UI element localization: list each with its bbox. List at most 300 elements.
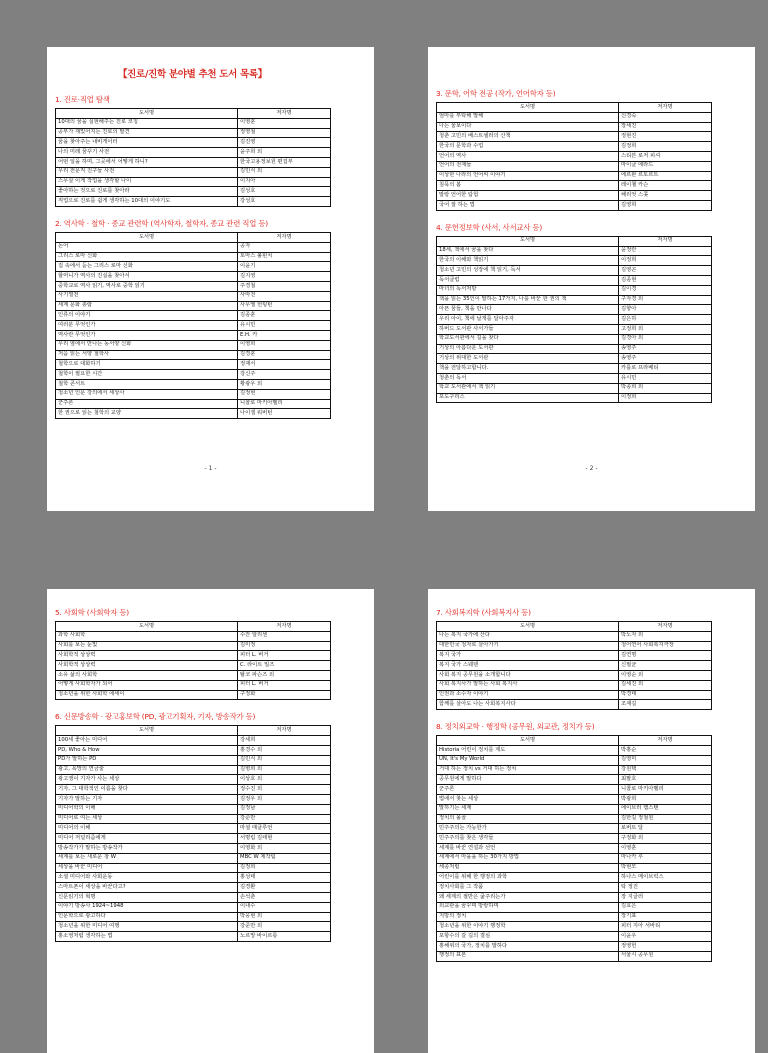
- table-row: [56, 197, 331, 207]
- author-cell: 김영희: [619, 200, 712, 210]
- book-title-cell: 하버드 도서관 사서가들: [437, 324, 619, 334]
- book-title-cell: 책을 읽는 35인이 말하는 17가지, 나를 바꾼 한 권의 책: [437, 295, 619, 305]
- table-row: [437, 393, 712, 403]
- book-title-cell: 어린이를 위해 한 행정의 과학: [437, 873, 619, 883]
- book-title-cell: 꿈을 찾아주는 내비게이터: [56, 138, 238, 148]
- author-cell: 박광희: [619, 794, 712, 804]
- table-row: [56, 360, 331, 370]
- book-title-cell: 말랑 언어한 탐험: [437, 191, 619, 201]
- book-title-cell: 10대의 꿈을 실현해주는 진로 코칭: [56, 118, 238, 128]
- column-header-title: 도서명: [56, 622, 238, 632]
- table-row: [56, 853, 331, 863]
- book-title-cell: 직업으로 진로를 쉽게 생각하는 10대의 이야기도: [56, 197, 238, 207]
- table-row: [56, 775, 331, 785]
- author-cell: 강준만: [238, 814, 331, 824]
- book-title-cell: 기자가 말하는 기자: [56, 794, 238, 804]
- table-row: [56, 755, 331, 765]
- table-row: [437, 383, 712, 393]
- book-title-cell: 세계를 보는 새로운 창 W: [56, 853, 238, 863]
- table-row: [56, 177, 331, 187]
- table-row: [56, 690, 331, 700]
- book-title-cell: 학교도서관에서 길을 찾다: [437, 334, 619, 344]
- table-row: [56, 272, 331, 282]
- table-row: [437, 661, 712, 671]
- book-title-cell: 홍소영처럼 생각하는 법: [56, 932, 238, 942]
- table-row: [437, 122, 712, 132]
- book-title-cell: 나의 미래 꿈꾸기 사전: [56, 148, 238, 158]
- column-header-author: 저자명: [238, 232, 331, 242]
- author-cell: 강성호: [238, 197, 331, 207]
- author-cell: 김한길 정철원: [619, 814, 712, 824]
- table-row: [56, 863, 331, 873]
- table-row: [56, 167, 331, 177]
- table-row: [437, 794, 712, 804]
- author-cell: 송영주: [619, 354, 712, 364]
- table-row: [437, 151, 712, 161]
- book-title-cell: 신문읽기의 혁명: [56, 892, 238, 902]
- table-row: [437, 334, 712, 344]
- author-cell: 구정화 외: [619, 834, 712, 844]
- book-title-cell: 인권과 소수자 이야기: [437, 690, 619, 700]
- table-row: [437, 324, 712, 334]
- author-cell: 김성호: [238, 187, 331, 197]
- table-row: [56, 804, 331, 814]
- author-cell: 장 지글러: [619, 892, 712, 902]
- document-page-3: [47, 589, 374, 1053]
- section-heading: 8. 정치외교학 · 행정학 (공무원, 외교관, 정치가 등): [436, 722, 595, 732]
- table-header-row: [437, 236, 712, 246]
- book-title-cell: Historia 어린이 정치를 제도: [437, 745, 619, 755]
- author-cell: 유시민: [619, 373, 712, 383]
- book-title-cell: 한국의 문학과 수업: [437, 142, 619, 152]
- author-cell: 서명림 김태현: [238, 834, 331, 844]
- book-title-cell: 방송작가가 말하는 방송작가: [56, 843, 238, 853]
- table-row: [56, 128, 331, 138]
- table-row: [56, 118, 331, 128]
- book-title-cell: 말하기는 세계: [437, 804, 619, 814]
- column-header-title: 도서명: [437, 103, 619, 113]
- author-cell: 김세진 외: [619, 680, 712, 690]
- author-cell: 김영곤: [619, 266, 712, 276]
- author-cell: 탈코 파슨즈 외: [238, 670, 331, 680]
- table-row: [56, 785, 331, 795]
- table-row: [437, 775, 712, 785]
- book-title-cell: 홍해위의 국가, 정치를 말하다: [437, 941, 619, 951]
- table-row: [56, 651, 331, 661]
- book-title-cell: 소유 삶의 사회학: [56, 670, 238, 680]
- book-title-cell: 세계에서 마을을 하는 30가지 방법: [437, 853, 619, 863]
- column-header-author: 저자명: [619, 103, 712, 113]
- author-cell: 김진영: [238, 138, 331, 148]
- book-table: [436, 735, 712, 961]
- book-title-cell: 엄마를 부탁해 말해: [437, 112, 619, 122]
- table-row: [437, 755, 712, 765]
- table-row: [437, 191, 712, 201]
- table-row: [437, 142, 712, 152]
- author-cell: 조재길: [619, 700, 712, 710]
- book-title-cell: 공부가 재밌어지는 진로의 발견: [56, 128, 238, 138]
- book-title-cell: 공무원에게 말하다: [437, 775, 619, 785]
- table-row: [437, 834, 712, 844]
- table-row: [56, 883, 331, 893]
- author-cell: 장세진: [619, 122, 712, 132]
- author-cell: 서울시 공무원: [619, 951, 712, 961]
- table-header-row: [56, 109, 331, 119]
- table-row: [437, 631, 712, 641]
- author-cell: 최팔호: [619, 775, 712, 785]
- table-row: [56, 745, 331, 755]
- book-title-cell: 집 속에서 듣는 그리스 로마 신화: [56, 262, 238, 272]
- table-row: [56, 873, 331, 883]
- table-row: [437, 690, 712, 700]
- table-row: [56, 389, 331, 399]
- book-title-cell: 100세 좋아는 미디어: [56, 736, 238, 746]
- table-header-row: [56, 726, 331, 736]
- book-title-cell: 사회 복지 공무원을 소개합니다: [437, 670, 619, 680]
- book-title-cell: 어떻게 사회학자가 되어: [56, 680, 238, 690]
- book-title-cell: 법에서 찾는 세상: [437, 794, 619, 804]
- author-cell: 김정희: [238, 863, 331, 873]
- table-row: [437, 641, 712, 651]
- author-cell: 박종희 외: [619, 383, 712, 393]
- table-row: [56, 157, 331, 167]
- table-row: [56, 399, 331, 409]
- author-cell: 사마천: [238, 291, 331, 301]
- book-title-cell: 왜 세계의 절반은 굶주리는가: [437, 892, 619, 902]
- book-title-cell: 할머니가 역사의 진실을 찾아서: [56, 272, 238, 282]
- book-title-cell: 복지 국가: [437, 651, 619, 661]
- author-cell: 정영헌: [619, 941, 712, 951]
- table-row: [437, 132, 712, 142]
- book-title-cell: 미디어로 여는 세상: [56, 814, 238, 824]
- table-row: [437, 305, 712, 315]
- document-title: 【진로/진학 분야별 추천 도서 목록】: [117, 69, 267, 80]
- table-row: [437, 941, 712, 951]
- table-row: [437, 112, 712, 122]
- book-table: [436, 102, 712, 211]
- table-row: [437, 266, 712, 276]
- author-cell: 송영주: [619, 344, 712, 354]
- table-row: [56, 670, 331, 680]
- table-row: [56, 301, 331, 311]
- book-title-cell: 세계를 바꾼 연설과 선언: [437, 843, 619, 853]
- table-row: [56, 262, 331, 272]
- book-title-cell: 정치사회를 그 작품: [437, 883, 619, 893]
- book-title-cell: 인문학으로 광고하다: [56, 912, 238, 922]
- book-title-cell: 처음 읽는 서양 철학사: [56, 350, 238, 360]
- table-row: [56, 148, 331, 158]
- section-heading: 3. 문학, 어학 전공 (작가, 언어학자 등): [436, 89, 556, 98]
- book-title-cell: 미디어의 이해: [56, 824, 238, 834]
- column-header-author: 저자명: [619, 736, 712, 746]
- author-cell: 카를로 프라베티: [619, 364, 712, 374]
- author-cell: 손석춘: [238, 892, 331, 902]
- table-row: [437, 824, 712, 834]
- table-row: [437, 364, 712, 374]
- author-cell: 박경태: [619, 690, 712, 700]
- table-row: [437, 275, 712, 285]
- table-row: [437, 200, 712, 210]
- book-table: [55, 621, 331, 700]
- author-cell: 김정희: [619, 142, 712, 152]
- author-cell: 김은하: [619, 315, 712, 325]
- author-cell: 김미정: [238, 641, 331, 651]
- book-title-cell: 청소년 고민의 성장에 책 읽기, 독서: [437, 266, 619, 276]
- table-row: [437, 765, 712, 775]
- book-title-cell: 우리 아이, 책에 날개를 달아주자: [437, 315, 619, 325]
- table-row: [437, 843, 712, 853]
- book-title-cell: PD가 말하는 PD: [56, 755, 238, 765]
- document-page-4: [428, 589, 755, 1053]
- author-cell: 해리엇 스콧: [619, 191, 712, 201]
- author-cell: 홍경수 외: [238, 745, 331, 755]
- table-row: [56, 350, 331, 360]
- author-cell: 이윤우: [619, 932, 712, 942]
- author-cell: 고정희 외: [619, 324, 712, 334]
- book-title-cell: 군주론: [56, 399, 238, 409]
- table-header-row: [437, 622, 712, 632]
- author-cell: 정수진 외: [238, 785, 331, 795]
- table-row: [437, 295, 712, 305]
- author-cell: 박현모: [619, 863, 712, 873]
- book-title-cell: UN, It's My World: [437, 755, 619, 765]
- author-cell: 장기표: [619, 912, 712, 922]
- author-cell: 김민식 외: [238, 167, 331, 177]
- book-title-cell: 침묵의 봄: [437, 181, 619, 191]
- book-title-cell: 민주주의를 찾은 생각들: [437, 834, 619, 844]
- author-cell: 강세희: [238, 736, 331, 746]
- book-title-cell: 중학교로 역사 읽기, 역사로 중학 읽기: [56, 281, 238, 291]
- table-row: [56, 311, 331, 321]
- author-cell: 피터 지아 서바티: [619, 922, 712, 932]
- book-title-cell: 한국의 이해와 책읽기: [437, 256, 619, 266]
- book-table: [55, 232, 331, 419]
- author-cell: 강원택: [619, 765, 712, 775]
- table-row: [56, 409, 331, 419]
- book-title-cell: 이상한 나라의 언어씨 이야기: [437, 171, 619, 181]
- book-table: [436, 621, 712, 710]
- book-title-cell: 우리 전문직 친구들 사전: [56, 167, 238, 177]
- table-row: [56, 379, 331, 389]
- table-row: [56, 187, 331, 197]
- book-title-cell: 기상의 아름다운 도서관: [437, 344, 619, 354]
- book-title-cell: 기상의 위대한 도서관: [437, 354, 619, 364]
- section-heading: 5. 사회학 (사회학자 등): [55, 608, 129, 617]
- book-title-cell: 청소년을 위한 이야기 행정학: [437, 922, 619, 932]
- author-cell: 이상호 외: [238, 775, 331, 785]
- table-header-row: [56, 232, 331, 242]
- author-cell: 김경아 외: [619, 334, 712, 344]
- table-row: [437, 892, 712, 902]
- table-row: [437, 951, 712, 961]
- book-title-cell: 행정의 표본: [437, 951, 619, 961]
- author-cell: 김민식 외: [238, 755, 331, 765]
- author-cell: C. 라이트 밀즈: [238, 661, 331, 671]
- author-cell: 김경훈: [238, 350, 331, 360]
- book-title-cell: 역사란 무엇인가: [56, 330, 238, 340]
- table-row: [437, 161, 712, 171]
- author-cell: 김효은: [619, 902, 712, 912]
- table-row: [56, 321, 331, 331]
- author-cell: 유시민: [238, 321, 331, 331]
- book-title-cell: 군주론: [437, 785, 619, 795]
- author-cell: 피터 L. 버거: [238, 680, 331, 690]
- table-row: [437, 315, 712, 325]
- author-cell: 김정남: [238, 804, 331, 814]
- column-header-title: 도서명: [437, 236, 619, 246]
- author-cell: 박웅현 외: [238, 912, 331, 922]
- table-row: [437, 922, 712, 932]
- author-cell: 김종현: [619, 275, 712, 285]
- author-cell: 사무엘 헌팅턴: [238, 301, 331, 311]
- author-cell: 윤주희 외: [238, 148, 331, 158]
- book-title-cell: 청소년 인문 강의에서 세상사: [56, 389, 238, 399]
- column-header-author: 저자명: [619, 622, 712, 632]
- author-cell: 이영순 외: [619, 670, 712, 680]
- section-heading: 7. 사회복지학 (사회복지사 등): [436, 608, 531, 617]
- author-cell: 이영희: [238, 340, 331, 350]
- table-row: [56, 824, 331, 834]
- column-header-title: 도서명: [437, 622, 619, 632]
- author-cell: 구자경 외: [619, 295, 712, 305]
- author-cell: 탁 정진: [619, 883, 712, 893]
- book-title-cell: 언어의 역사: [437, 151, 619, 161]
- author-cell: 이지아: [238, 177, 331, 187]
- author-cell: 정재서: [238, 360, 331, 370]
- book-title-cell: 언어의 천재들: [437, 161, 619, 171]
- table-row: [56, 242, 331, 252]
- section-heading: 4. 문헌정보학 (사서, 사서교사 등): [436, 222, 543, 232]
- author-cell: 에르완 르토르트: [619, 171, 712, 181]
- table-row: [56, 902, 331, 912]
- book-table: [55, 108, 331, 207]
- book-title-cell: 소셜 미디어와 사회운동: [56, 873, 238, 883]
- document-page-1: [47, 47, 374, 511]
- author-cell: 마나카 루: [619, 853, 712, 863]
- author-cell: E.H. 카: [238, 330, 331, 340]
- table-row: [56, 922, 331, 932]
- author-cell: 김영미: [619, 755, 712, 765]
- table-row: [56, 834, 331, 844]
- book-title-cell: 사회를 보는 눈빛: [56, 641, 238, 651]
- book-title-cell: 거대 하는 정치 vs 거대 하는 정치: [437, 765, 619, 775]
- book-title-cell: 책을 전달하고합니다.: [437, 364, 619, 374]
- author-cell: 김정현: [238, 389, 331, 399]
- book-title-cell: 어떤 일을 하며, 그곳에서 어떻게 하니?: [56, 157, 238, 167]
- author-cell: 박홍순: [619, 745, 712, 755]
- author-cell: 정영철: [238, 128, 331, 138]
- table-row: [56, 912, 331, 922]
- table-row: [56, 892, 331, 902]
- author-cell: 공자: [238, 242, 331, 252]
- author-cell: 청어연어 사회복지극장: [619, 641, 712, 651]
- author-cell: 김경환: [238, 883, 331, 893]
- book-title-cell: 청춘 고민의 베스트셀러의 산책: [437, 132, 619, 142]
- table-row: [437, 700, 712, 710]
- table-row: [437, 171, 712, 181]
- book-title-cell: 청소년을 위한 미디어 여행: [56, 922, 238, 932]
- table-row: [437, 853, 712, 863]
- column-header-title: 도서명: [56, 726, 238, 736]
- author-cell: 황광우 외: [238, 379, 331, 389]
- author-cell: 김종훈: [238, 311, 331, 321]
- book-title-cell: 과학 사회학: [56, 631, 238, 641]
- book-title-cell: 미디어학의 이해: [56, 804, 238, 814]
- book-title-cell: 철학 콘서트: [56, 379, 238, 389]
- section-heading: 2. 역사학 · 철학 · 종교 관련학 (역사학자, 철학자, 종교 관련 직업 등): [55, 218, 268, 228]
- book-title-cell: 철학이 필요한 시간: [56, 370, 238, 380]
- table-row: [56, 765, 331, 775]
- table-row: [437, 373, 712, 383]
- table-row: [56, 661, 331, 671]
- author-cell: 김병희 외: [238, 765, 331, 775]
- section-heading: 6. 신문방송학 · 광고홍보학 (PD, 광고기획자, 기자, 방송작가 등): [55, 712, 256, 722]
- author-cell: 강신주: [238, 370, 331, 380]
- table-row: [437, 181, 712, 191]
- book-title-cell: 대한민국 청자로 살아가기: [437, 641, 619, 651]
- table-row: [437, 745, 712, 755]
- author-cell: 김이경: [619, 285, 712, 295]
- book-title-cell: 스무살 이게 작업을 생각할 나이: [56, 177, 238, 187]
- table-row: [56, 281, 331, 291]
- table-row: [437, 670, 712, 680]
- book-title-cell: 논어: [56, 242, 238, 252]
- table-row: [56, 843, 331, 853]
- author-cell: 이내수: [238, 902, 331, 912]
- table-header-row: [437, 736, 712, 746]
- author-cell: 윤정란: [619, 246, 712, 256]
- book-title-cell: 인류의 이야기: [56, 311, 238, 321]
- table-row: [56, 138, 331, 148]
- author-cell: 노르망 바이르롱: [238, 932, 331, 942]
- column-header-author: 저자명: [238, 622, 331, 632]
- table-row: [437, 932, 712, 942]
- table-row: [437, 863, 712, 873]
- book-title-cell: 청소년을 위한 사회학 에세이: [56, 690, 238, 700]
- table-row: [437, 902, 712, 912]
- table-row: [437, 285, 712, 295]
- book-title-cell: 독서클럽: [437, 275, 619, 285]
- book-title-cell: 스마트폰이 세상을 바꾼다고?: [56, 883, 238, 893]
- page-number: - 2 -: [585, 465, 598, 472]
- table-row: [437, 814, 712, 824]
- author-cell: 홍성태: [238, 873, 331, 883]
- book-title-cell: 광고쟁이 기자가 사는 세상: [56, 775, 238, 785]
- table-row: [56, 631, 331, 641]
- column-header-title: 도서명: [56, 109, 238, 119]
- book-title-cell: 정치의 몰골: [437, 814, 619, 824]
- book-title-cell: 사기열전: [56, 291, 238, 301]
- book-title-cell: 나는 복지 국가에 산다: [437, 631, 619, 641]
- book-title-cell: 함께를 살아도 나는 사회복지사다: [437, 700, 619, 710]
- book-title-cell: 아픈 꿈들, 책을 만나다: [437, 305, 619, 315]
- author-cell: 김연명: [619, 651, 712, 661]
- author-cell: 김지영: [238, 272, 331, 282]
- table-row: [437, 246, 712, 256]
- table-row: [56, 252, 331, 262]
- table-row: [437, 873, 712, 883]
- table-row: [437, 256, 712, 266]
- author-cell: 김향아: [619, 305, 712, 315]
- document-page-2: [428, 47, 755, 511]
- book-title-cell: 외교관을 꿈꾸며 방랑하며: [437, 902, 619, 912]
- book-table: [436, 236, 712, 404]
- table-header-row: [56, 622, 331, 632]
- book-title-cell: 좋아하는 것으로 진로를 찾아라: [56, 187, 238, 197]
- book-title-cell: 그리스 로마 신화: [56, 252, 238, 262]
- author-cell: 마이클 에라드: [619, 161, 712, 171]
- author-cell: 스티븐 로저 피셔: [619, 151, 712, 161]
